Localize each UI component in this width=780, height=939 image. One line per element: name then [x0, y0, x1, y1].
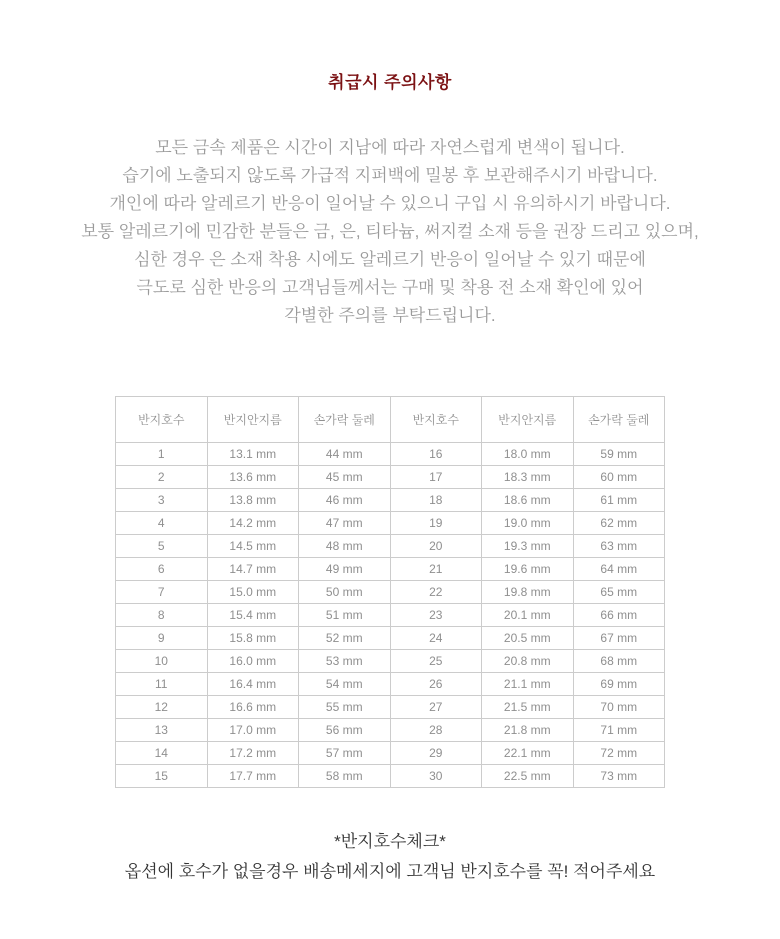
table-cell: 47 mm [299, 512, 391, 535]
table-cell: 44 mm [299, 443, 391, 466]
table-header-cell: 반지호수 [116, 397, 208, 443]
table-cell: 7 [116, 581, 208, 604]
table-cell: 9 [116, 627, 208, 650]
table-header-cell: 손가락 둘레 [299, 397, 391, 443]
table-cell: 15 [116, 765, 208, 788]
table-cell: 68 mm [573, 650, 665, 673]
table-row [116, 696, 665, 719]
page-title: 취급시 주의사항 [328, 73, 452, 92]
table-cell: 19.6 mm [482, 558, 574, 581]
table-cell: 23 [390, 604, 482, 627]
table-cell: 21.8 mm [482, 719, 574, 742]
table-cell: 20.5 mm [482, 627, 574, 650]
table-cell: 49 mm [299, 558, 391, 581]
table-cell: 52 mm [299, 627, 391, 650]
table-cell: 71 mm [573, 719, 665, 742]
table-header-cell: 반지안지름 [482, 397, 574, 443]
table-row [116, 604, 665, 627]
table-cell: 69 mm [573, 673, 665, 696]
table-cell: 13.6 mm [207, 466, 299, 489]
table-row [116, 443, 665, 466]
table-row [116, 650, 665, 673]
table-cell: 22 [390, 581, 482, 604]
table-row [116, 673, 665, 696]
table-cell: 16.0 mm [207, 650, 299, 673]
table-cell: 15.4 mm [207, 604, 299, 627]
table-cell: 30 [390, 765, 482, 788]
table-cell: 26 [390, 673, 482, 696]
table-cell: 45 mm [299, 466, 391, 489]
table-header-cell: 반지안지름 [207, 397, 299, 443]
table-cell: 60 mm [573, 466, 665, 489]
table-cell: 18.0 mm [482, 443, 574, 466]
table-cell: 14.7 mm [207, 558, 299, 581]
table-cell: 16.6 mm [207, 696, 299, 719]
table-cell: 27 [390, 696, 482, 719]
table-cell: 46 mm [299, 489, 391, 512]
table-cell: 73 mm [573, 765, 665, 788]
table-cell: 19 [390, 512, 482, 535]
table-cell: 10 [116, 650, 208, 673]
table-cell: 15.8 mm [207, 627, 299, 650]
table-cell: 57 mm [299, 742, 391, 765]
table-cell: 1 [116, 443, 208, 466]
notice-line: 습기에 노출되지 않도록 가급적 지퍼백에 밀봉 후 보관해주시기 바랍니다. [122, 166, 658, 185]
notice-line: 심한 경우 은 소재 착용 시에도 알레르기 반응이 일어날 수 있기 때문에 [134, 250, 646, 269]
ring-size-table [115, 396, 665, 788]
table-row [116, 765, 665, 788]
ring-size-table-body [116, 443, 665, 788]
table-cell: 28 [390, 719, 482, 742]
table-cell: 19.0 mm [482, 512, 574, 535]
table-cell: 17.2 mm [207, 742, 299, 765]
table-cell: 50 mm [299, 581, 391, 604]
table-row [116, 581, 665, 604]
size-check-instruction: 옵션에 호수가 없을경우 배송메세지에 고객님 반지호수를 꼭! 적어주세요 [124, 862, 656, 881]
table-row [116, 489, 665, 512]
table-cell: 16 [390, 443, 482, 466]
table-cell: 17 [390, 466, 482, 489]
table-cell: 18.6 mm [482, 489, 574, 512]
table-cell: 67 mm [573, 627, 665, 650]
table-header-cell: 손가락 둘레 [573, 397, 665, 443]
notice-line: 극도로 심한 반응의 고객님들께서는 구매 및 착용 전 소재 확인에 있어 [136, 278, 644, 297]
table-cell: 22.5 mm [482, 765, 574, 788]
table-cell: 56 mm [299, 719, 391, 742]
table-header-cell: 반지호수 [390, 397, 482, 443]
table-cell: 63 mm [573, 535, 665, 558]
table-cell: 17.0 mm [207, 719, 299, 742]
table-cell: 51 mm [299, 604, 391, 627]
table-cell: 13 [116, 719, 208, 742]
table-cell: 55 mm [299, 696, 391, 719]
table-row [116, 719, 665, 742]
ring-size-table-head [116, 397, 665, 443]
table-cell: 6 [116, 558, 208, 581]
table-cell: 19.8 mm [482, 581, 574, 604]
table-cell: 2 [116, 466, 208, 489]
table-cell: 22.1 mm [482, 742, 574, 765]
table-cell: 12 [116, 696, 208, 719]
table-row [116, 512, 665, 535]
table-cell: 54 mm [299, 673, 391, 696]
size-check-note [0, 827, 780, 887]
table-cell: 72 mm [573, 742, 665, 765]
table-cell: 20 [390, 535, 482, 558]
size-check-title: *반지호수체크* [334, 832, 446, 851]
table-row [116, 558, 665, 581]
table-cell: 64 mm [573, 558, 665, 581]
table-cell: 8 [116, 604, 208, 627]
table-cell: 70 mm [573, 696, 665, 719]
table-row [116, 742, 665, 765]
table-cell: 14 [116, 742, 208, 765]
table-cell: 4 [116, 512, 208, 535]
table-cell: 29 [390, 742, 482, 765]
table-cell: 24 [390, 627, 482, 650]
notice-line: 각별한 주의를 부탁드립니다. [284, 306, 496, 325]
notice-line: 보통 알레르기에 민감한 분들은 금, 은, 티타늄, 써지컬 소재 등을 권장 드리고 있으며, [81, 222, 699, 241]
table-cell: 20.8 mm [482, 650, 574, 673]
table-cell: 66 mm [573, 604, 665, 627]
table-cell: 17.7 mm [207, 765, 299, 788]
table-cell: 65 mm [573, 581, 665, 604]
table-cell: 19.3 mm [482, 535, 574, 558]
table-cell: 48 mm [299, 535, 391, 558]
handling-notice-paragraph [0, 134, 780, 330]
table-cell: 21.1 mm [482, 673, 574, 696]
table-cell: 20.1 mm [482, 604, 574, 627]
table-row [116, 535, 665, 558]
table-cell: 18 [390, 489, 482, 512]
table-cell: 21 [390, 558, 482, 581]
notice-line: 모든 금속 제품은 시간이 지남에 따라 자연스럽게 변색이 됩니다. [155, 138, 625, 157]
table-cell: 18.3 mm [482, 466, 574, 489]
table-cell: 13.8 mm [207, 489, 299, 512]
table-cell: 13.1 mm [207, 443, 299, 466]
table-cell: 16.4 mm [207, 673, 299, 696]
table-cell: 62 mm [573, 512, 665, 535]
table-cell: 14.2 mm [207, 512, 299, 535]
table-row [116, 466, 665, 489]
table-cell: 25 [390, 650, 482, 673]
table-cell: 58 mm [299, 765, 391, 788]
table-cell: 53 mm [299, 650, 391, 673]
table-row [116, 627, 665, 650]
table-cell: 11 [116, 673, 208, 696]
table-cell: 21.5 mm [482, 696, 574, 719]
table-cell: 14.5 mm [207, 535, 299, 558]
table-cell: 3 [116, 489, 208, 512]
table-cell: 61 mm [573, 489, 665, 512]
table-header-row [116, 397, 665, 443]
table-cell: 15.0 mm [207, 581, 299, 604]
table-cell: 5 [116, 535, 208, 558]
notice-line: 개인에 따라 알레르기 반응이 일어날 수 있으니 구입 시 유의하시기 바랍니다. [109, 194, 671, 213]
table-cell: 59 mm [573, 443, 665, 466]
